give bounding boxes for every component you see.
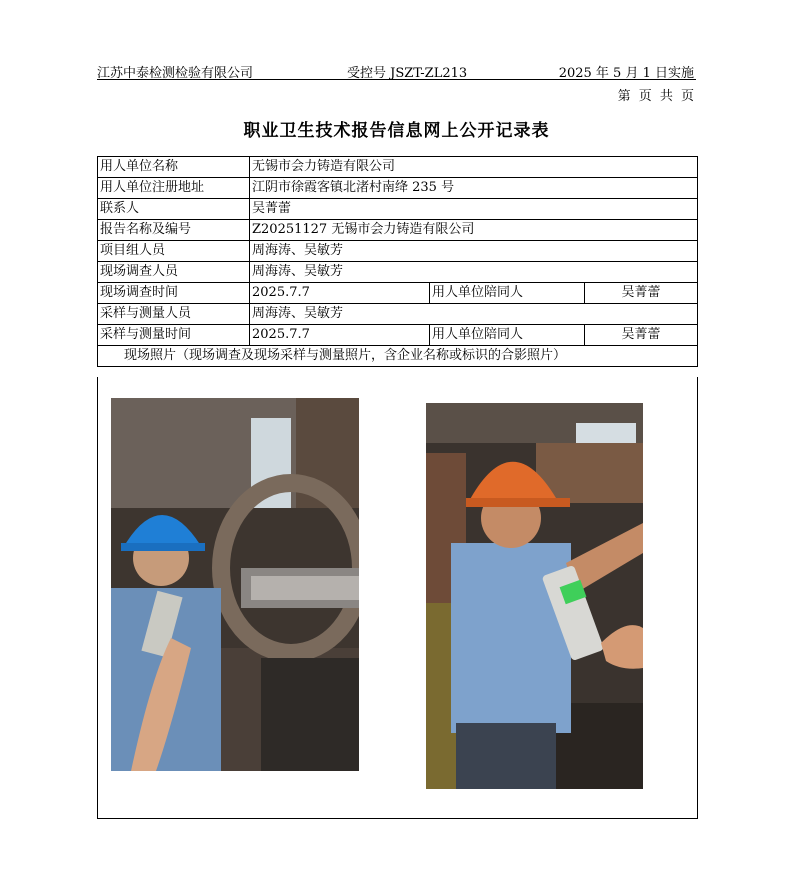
control-number: 受控号 JSZT-ZL213 — [347, 66, 468, 81]
table-row — [98, 157, 698, 178]
table-row — [98, 262, 698, 283]
table-row — [98, 304, 698, 325]
label-cell: 采样与测量人员 — [98, 304, 250, 325]
page-title: 职业卫生技术报告信息网上公开记录表 — [243, 121, 550, 141]
document-header — [97, 62, 696, 80]
value-cell: 周海涛、吴敏芳 — [250, 262, 698, 283]
escort-value-cell: 吴菁蕾 — [585, 325, 698, 346]
escort-label-cell: 用人单位陪同人 — [430, 325, 585, 346]
value-cell: 2025.7.7 — [250, 283, 430, 304]
page-info: 第 页 共 页 — [617, 89, 696, 104]
label-cell: 报告名称及编号 — [98, 220, 250, 241]
effective-date: 2025 年 5 月 1 日实施 — [558, 66, 694, 81]
table-row — [98, 346, 698, 367]
label-cell: 联系人 — [98, 199, 250, 220]
escort-label-cell: 用人单位陪同人 — [430, 283, 585, 304]
label-cell: 现场调查人员 — [98, 262, 250, 283]
value-cell: 周海涛、吴敏芳 — [250, 241, 698, 262]
company-name: 江苏中泰检测检验有限公司 — [97, 66, 254, 81]
value-cell: 周海涛、吴敏芳 — [250, 304, 698, 325]
table-row — [98, 220, 698, 241]
value-cell: Z20251127 无锡市会力铸造有限公司 — [250, 220, 698, 241]
value-cell: 无锡市会力铸造有限公司 — [250, 157, 698, 178]
label-cell: 用人单位名称 — [98, 157, 250, 178]
label-cell: 采样与测量时间 — [98, 325, 250, 346]
table-row — [98, 325, 698, 346]
header-divider — [97, 79, 696, 80]
table-row — [98, 178, 698, 199]
value-cell: 2025.7.7 — [250, 325, 430, 346]
label-cell: 项目组人员 — [98, 241, 250, 262]
photos-caption: 现场照片（现场调查及现场采样与测量照片，含企业名称或标识的合影照片） — [98, 346, 698, 367]
label-cell: 用人单位注册地址 — [98, 178, 250, 199]
label-cell: 现场调查时间 — [98, 283, 250, 304]
value-cell: 吴菁蕾 — [250, 199, 698, 220]
site-photo-survey — [111, 398, 359, 771]
table-row — [98, 283, 698, 304]
record-table — [97, 156, 698, 367]
table-row — [98, 241, 698, 262]
table-row — [98, 199, 698, 220]
value-cell: 江阴市徐霞客镇北渚村南绛 235 号 — [250, 178, 698, 199]
site-photo-sampling — [426, 403, 643, 789]
escort-value-cell: 吴菁蕾 — [585, 283, 698, 304]
